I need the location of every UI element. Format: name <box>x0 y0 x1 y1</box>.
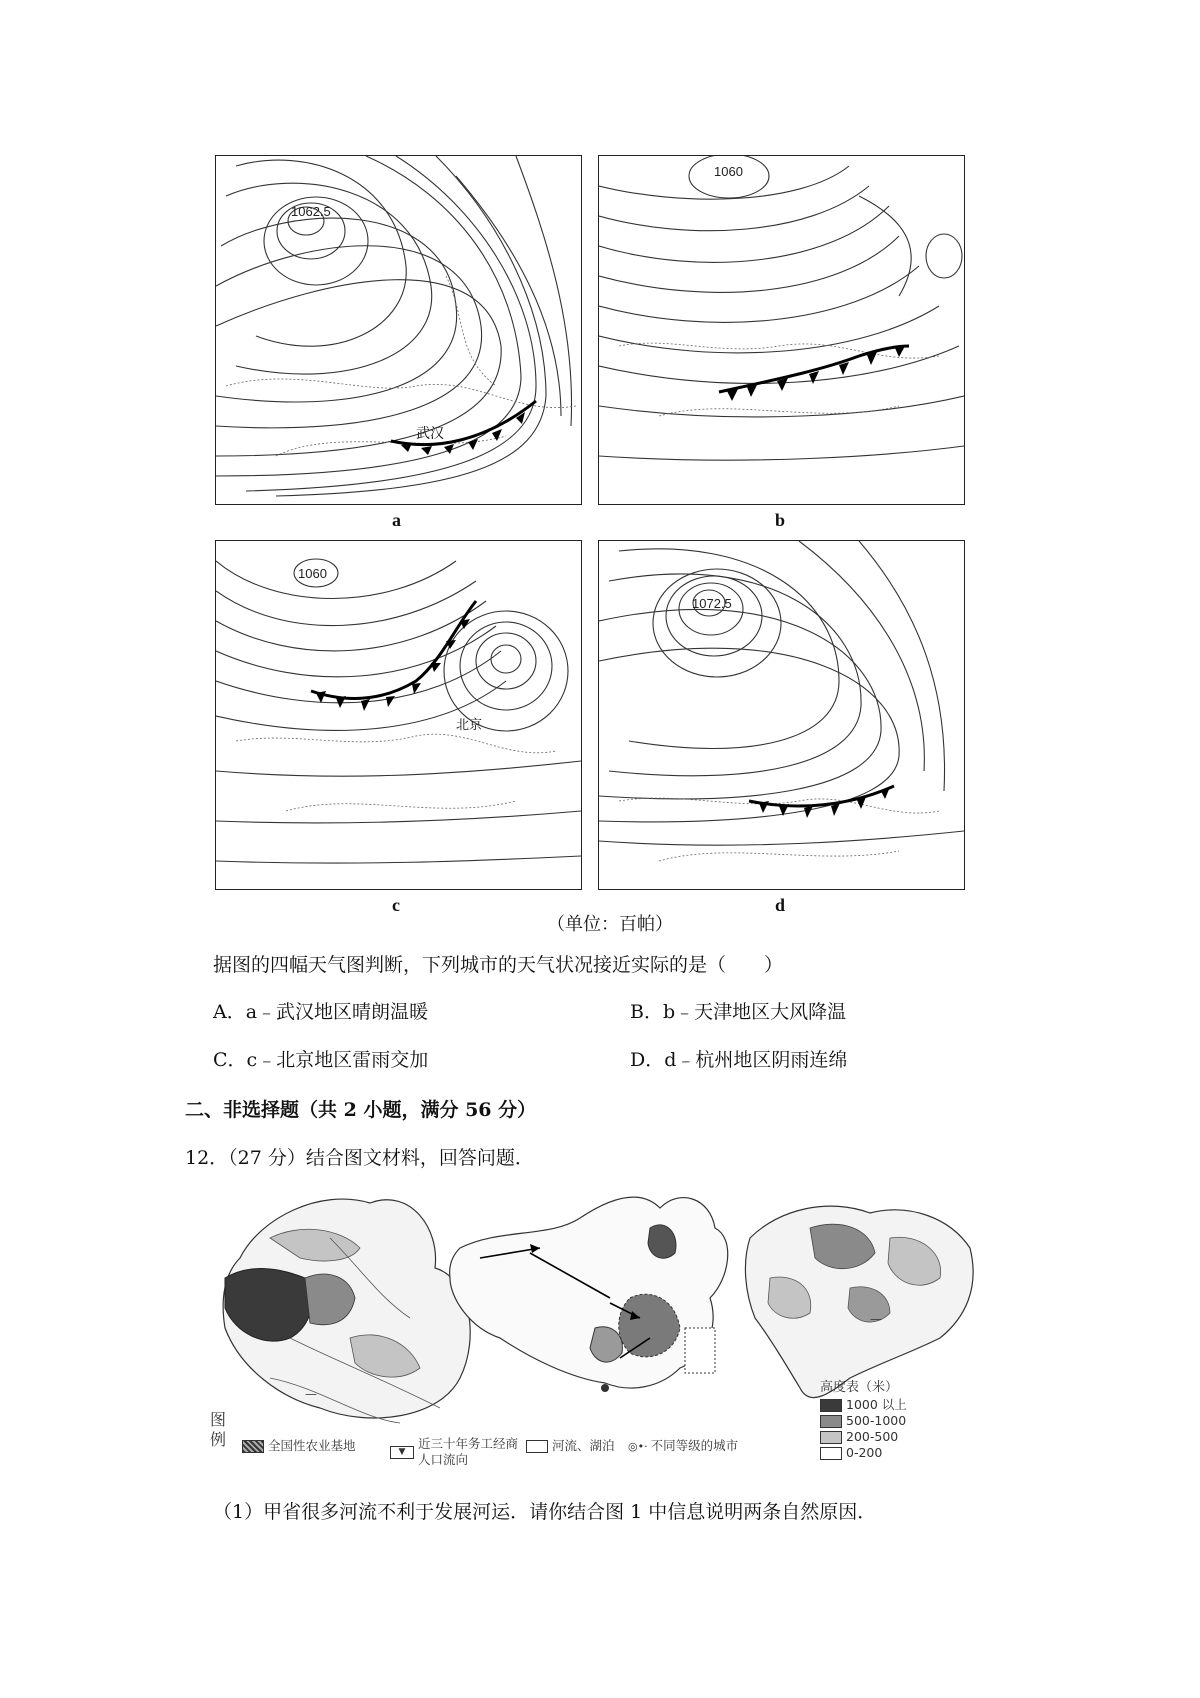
weather-map-b <box>598 155 965 505</box>
panel-a-city: 武汉 <box>416 426 444 442</box>
legend-title: 图例 <box>210 1410 227 1449</box>
left-province-map <box>223 1199 470 1423</box>
elevation-label-1: 1000 以上 <box>846 1397 907 1412</box>
option-d-text: d﹣杭州地区阴雨连绵 <box>664 1049 848 1071</box>
question-stem: 据图的四幅天气图判断，下列城市的天气状况接近实际的是（ ） <box>213 954 784 976</box>
elevation-band-2 <box>820 1413 980 1429</box>
question-12: 12．（27 分）结合图文材料，回答问题． <box>185 1147 534 1169</box>
elevation-title: 高度表（米） <box>820 1380 899 1395</box>
elevation-swatch-1 <box>820 1399 842 1412</box>
option-c-letter: C． <box>213 1049 247 1071</box>
panel-d-max-value: 1072.5 <box>692 596 732 611</box>
option-b-letter: B． <box>630 1001 663 1023</box>
legend-item-river <box>526 1436 615 1454</box>
isobar-map-c <box>216 541 581 889</box>
weather-map-a <box>215 155 582 505</box>
river-lake-swatch <box>526 1440 548 1453</box>
option-c <box>213 1045 428 1072</box>
legend-item-agri <box>242 1436 356 1454</box>
elevation-band-1 <box>820 1397 980 1413</box>
figure-2-maps <box>210 1178 990 1468</box>
option-b-text: b﹣天津地区大风降温 <box>662 1001 847 1023</box>
isobar-map-a <box>216 156 581 504</box>
option-c-text: c﹣北京地区雷雨交加 <box>246 1049 429 1071</box>
option-b <box>630 997 846 1024</box>
panel-c-max-value: 1060 <box>298 566 327 581</box>
elevation-label-4: 0-200 <box>846 1445 883 1460</box>
elevation-swatch-2 <box>820 1415 842 1428</box>
legend-item-migration <box>390 1436 518 1468</box>
panel-b-max-value: 1060 <box>714 164 743 179</box>
subquestion-1: （1）甲省很多河流不利于发展河运．请你结合图 1 中信息说明两条自然原因． <box>213 1501 877 1523</box>
option-d <box>630 1045 847 1072</box>
agri-base-swatch <box>242 1440 264 1453</box>
elevation-label-3: 200-500 <box>846 1429 899 1444</box>
option-d-letter: D． <box>630 1049 665 1071</box>
panel-label-b: b <box>775 510 786 530</box>
isobar-map-b <box>599 156 964 504</box>
panel-label-d: d <box>775 895 786 915</box>
right-province-map <box>745 1206 973 1398</box>
panel-c-city: 北京 <box>456 718 483 733</box>
svg-text:—: — <box>305 1387 317 1401</box>
migration-arrow-icon: ▼ <box>390 1446 414 1459</box>
weather-map-c <box>215 540 582 890</box>
panel-label-c: c <box>392 895 400 915</box>
legend-label-agri: 全国性农业基地 <box>268 1438 356 1453</box>
elevation-label-2: 500-1000 <box>846 1413 907 1428</box>
legend-label-city: 不同等级的城市 <box>650 1438 739 1453</box>
city-symbol-icon: ◎•· <box>628 1440 648 1453</box>
option-a-text: a﹣武汉地区晴朗温暖 <box>245 1001 429 1023</box>
china-map <box>450 1197 728 1392</box>
isobar-map-d <box>599 541 964 889</box>
legend-label-migration: 近三十年务工经商人口流向 <box>418 1436 519 1467</box>
option-a <box>213 997 428 1024</box>
elevation-band-3 <box>820 1429 980 1445</box>
svg-text:—: — <box>870 1312 882 1326</box>
legend <box>210 1410 770 1468</box>
panel-label-a: a <box>392 510 401 530</box>
weather-map-d <box>598 540 965 890</box>
legend-label-river: 河流、湖泊 <box>552 1438 615 1453</box>
elevation-legend <box>820 1376 980 1466</box>
elevation-swatch-4 <box>820 1447 842 1460</box>
legend-item-city <box>628 1436 738 1454</box>
elevation-swatch-3 <box>820 1431 842 1444</box>
option-a-letter: A． <box>213 1001 246 1023</box>
elevation-band-4 <box>820 1445 980 1461</box>
section-heading: 二、非选择题（共 2 小题，满分 56 分） <box>185 1099 537 1121</box>
unit-caption: （单位：百帕） <box>547 914 673 935</box>
panel-a-max-value: 1062.5 <box>291 204 331 219</box>
